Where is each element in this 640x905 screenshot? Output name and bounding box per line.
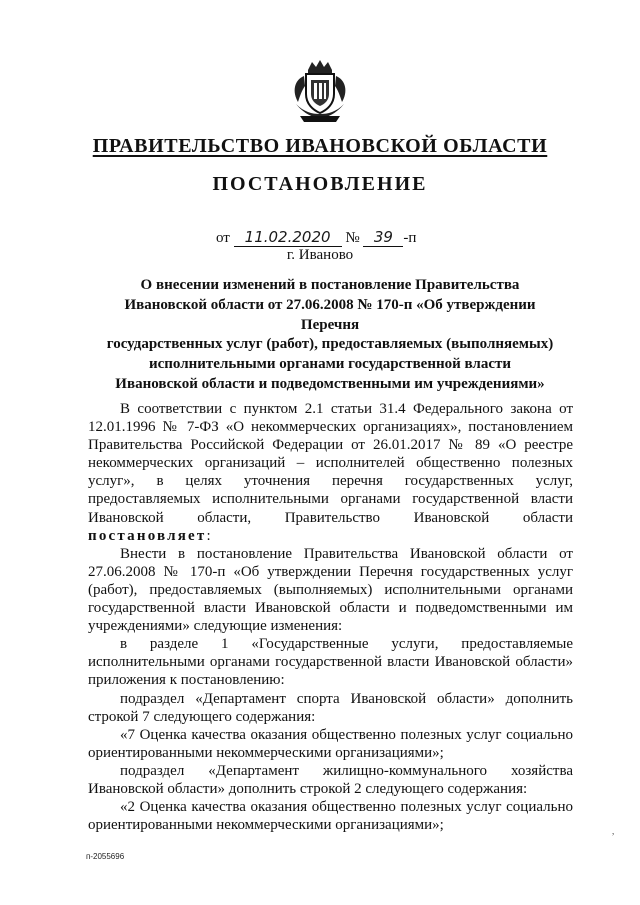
margin-mark: , bbox=[612, 826, 615, 836]
document-type: ПОСТАНОВЛЕНИЕ bbox=[212, 173, 428, 195]
city: г. Иваново bbox=[286, 247, 354, 263]
paragraph: подраздел «Департамент спорта Ивановской области» дополнить строкой 7 следующего содержания: bbox=[88, 690, 573, 725]
document-body bbox=[88, 400, 573, 834]
document-subject bbox=[95, 276, 565, 395]
paragraph-preamble: В соответствии с пунктом 2.1 статьи 31.4 Федерального закона от 12.01.1996 № 7-ФЗ «О некоммерческих организациях», постановлением Правительства Российской Федерации от 26.01.2017 № 89 «О реестре некоммерческих организаций – исполнителей общественно полезных услуг», в целях уточнения перечня государственных услуг, предоставляемых исполнительными органами государственной власти Ивановской области, Правительство Ивановской области постановляет: bbox=[88, 401, 573, 544]
paragraph: в разделе 1 «Государственные услуги, предоставляемые исполнительными органами государственной власти Ивановской области» приложения к постановлению: bbox=[88, 636, 573, 689]
paragraph: «7 Оценка качества оказания общественно полезных услуг социально ориентированными некоммерческими организациями»; bbox=[88, 726, 573, 761]
paragraph: Внести в постановление Правительства Ивановской области от 27.06.2008 № 170-п «Об утверждении Перечня государственных услуг (работ), предоставляемых (выполняемых) исполнительными органами государственной власти Ивановской области и подведомственными им учреждениями» следующие изменения: bbox=[88, 545, 573, 635]
date-number-line bbox=[216, 228, 416, 247]
date-field: 11.02.2020 bbox=[234, 228, 342, 247]
subject-line: О внесении изменений в постановление Правительства bbox=[140, 277, 520, 293]
subject-line: исполнительными органами государственной власти bbox=[148, 356, 512, 373]
date-prefix: от bbox=[216, 230, 230, 246]
subject-line: государственных услуг (работ), предоставляемых (выполняемых) bbox=[106, 336, 554, 353]
subject-line: Ивановской области и подведомственными им учреждениями» bbox=[115, 375, 545, 392]
number-field: 39 bbox=[363, 228, 403, 247]
document-stamp: п-2055696 bbox=[86, 852, 125, 861]
coat-of-arms-icon bbox=[286, 56, 354, 124]
subject-line: Ивановской области от 27.06.2008 № 170-п «Об утверждении Перечня bbox=[124, 296, 536, 333]
paragraph: подраздел «Департамент жилищно-коммунального хозяйства Ивановской области» дополнить строкой 2 следующего содержания: bbox=[88, 762, 573, 797]
number-sign: № bbox=[345, 230, 360, 246]
organization-title: ПРАВИТЕЛЬСТВО ИВАНОВСКОЙ ОБЛАСТИ bbox=[92, 135, 548, 157]
number-suffix: -п bbox=[403, 230, 417, 246]
resolves-word: постановляет bbox=[88, 527, 207, 544]
paragraph: «2 Оценка качества оказания общественно полезных услуг социально ориентированными некоммерческими организациями»; bbox=[88, 799, 573, 834]
